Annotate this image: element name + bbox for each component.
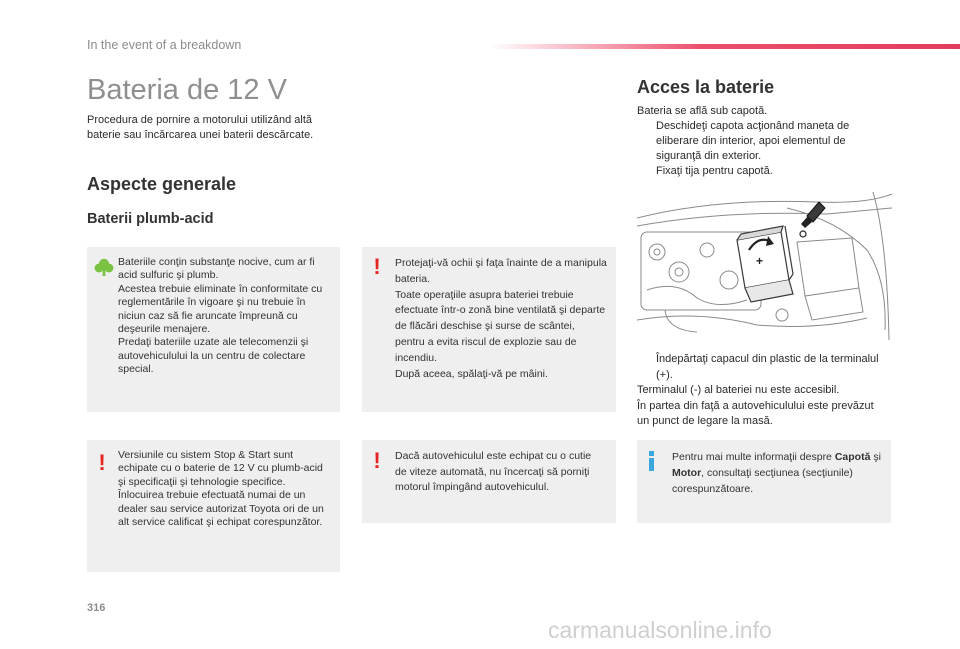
- warning-automatic-box: [362, 440, 616, 523]
- warning-eyes-line: Toate operaţiile asupra bateriei trebuie efectuate într-o zonă bine ventilată şi departe de flăcări deschise şi surse de scântei, pentru a evita riscul de explozie sau de incendiu.: [395, 288, 606, 364]
- acces-instructions: [637, 104, 887, 179]
- warning-stop-start-line: Înlocuirea trebuie efectuată numai de un dealer sau service autorizat Toyota ori de un alt service calificat şi echipat corespunzător.: [118, 489, 324, 529]
- heading-baterii-plumb-acid: Baterii plumb-acid: [87, 211, 214, 227]
- instruction-step-text: Deschideţi capota acţionând maneta de eliberare din interior, apoi elementul de siguranţă din exterior.: [656, 120, 850, 162]
- warning-eyes-line: Protejaţi-vă ochii şi faţa înainte de a manipula bateria.: [395, 257, 607, 285]
- page-number: 316: [87, 602, 106, 614]
- warning-automatic-text: Dacă autovehiculul este echipat cu o cutie de viteze automată, nu încercaţi să porniţi motorul împingând autovehiculul.: [395, 450, 592, 493]
- eco-note-text: [118, 256, 330, 377]
- eco-note-line: Bateriile conţin substanţe nocive, cum ar fi acid sulfuric şi plumb.: [118, 256, 315, 282]
- section-header: In the event of a breakdown: [87, 38, 242, 52]
- info-note-box: [637, 440, 891, 523]
- warning-stop-start-text: [118, 449, 330, 529]
- watermark: carmanualsonline.info: [548, 617, 772, 643]
- recycle-tree-icon: [94, 257, 114, 277]
- eco-note-line: Acestea trebuie eliminate în conformitate cu reglementările în vigoare şi nu trebuie în niciun caz să fie aruncate împreună cu deşeurile menajere.: [118, 282, 323, 336]
- info-icon: [649, 451, 655, 471]
- after-illustration-text: [637, 352, 887, 430]
- warning-eyes-line: După aceea, spălaţi-vă pe mâini.: [395, 367, 548, 380]
- info-link-motor: Motor: [672, 467, 702, 479]
- info-text-and: şi: [870, 451, 881, 463]
- eco-note-box: [87, 247, 340, 412]
- checkbox-bullet-icon: [637, 164, 656, 179]
- instruction-step: [637, 352, 887, 383]
- eco-note-line: Predaţi bateriile uzate ale telecomenzii şi autovehiculului la un centru de colectare special.: [118, 336, 309, 376]
- warning-stop-start-line: Versiunile cu sistem Stop & Start sunt echipate cu o baterie de 12 V cu plumb-acid şi specificaţii şi tehnologie specifice.: [118, 449, 323, 488]
- warning-exclamation-icon: !: [373, 254, 381, 279]
- engine-bay-illustration: [637, 180, 892, 340]
- instruction-step: [637, 119, 887, 164]
- acces-location-text: Bateria se află sub capotă.: [637, 105, 768, 117]
- terminal-note: Terminalul (-) al bateriei nu este accesibil.: [637, 384, 840, 396]
- info-note-text: [672, 449, 882, 497]
- instruction-step-text: Îndepărtaţi capacul din plastic de la terminalul (+).: [656, 353, 879, 381]
- heading-aspecte-generale: Aspecte generale: [87, 174, 237, 194]
- warning-eyes-text: [395, 256, 607, 382]
- checkbox-bullet-icon: [637, 119, 656, 164]
- instruction-step: [637, 164, 887, 179]
- warning-exclamation-icon: !: [98, 450, 106, 475]
- instruction-step-text: Fixaţi tija pentru capotă.: [656, 165, 773, 177]
- ground-point-note: În partea din faţă a autovehiculului este prevăzut un punct de legare la masă.: [637, 399, 874, 427]
- battery-plus-label: +: [756, 254, 764, 268]
- info-text-suffix: , consultaţi secţiunea (secţiunile) corespunzătoare.: [672, 467, 853, 495]
- header-accent-bar: [490, 44, 960, 49]
- checkbox-bullet-icon: [637, 352, 656, 383]
- info-link-capota: Capotă: [834, 451, 871, 463]
- warning-eyes-box: [362, 247, 616, 412]
- info-text-prefix: Pentru mai multe informaţii despre: [672, 451, 835, 463]
- intro-text: Procedura de pornire a motorului utilizând altă baterie sau încărcarea unei baterii descărcate.: [87, 114, 314, 141]
- warning-exclamation-icon: !: [373, 448, 381, 473]
- warning-stop-start-box: [87, 440, 340, 572]
- page-title: Bateria de 12 V: [87, 74, 287, 106]
- acces-heading: Acces la baterie: [637, 77, 775, 97]
